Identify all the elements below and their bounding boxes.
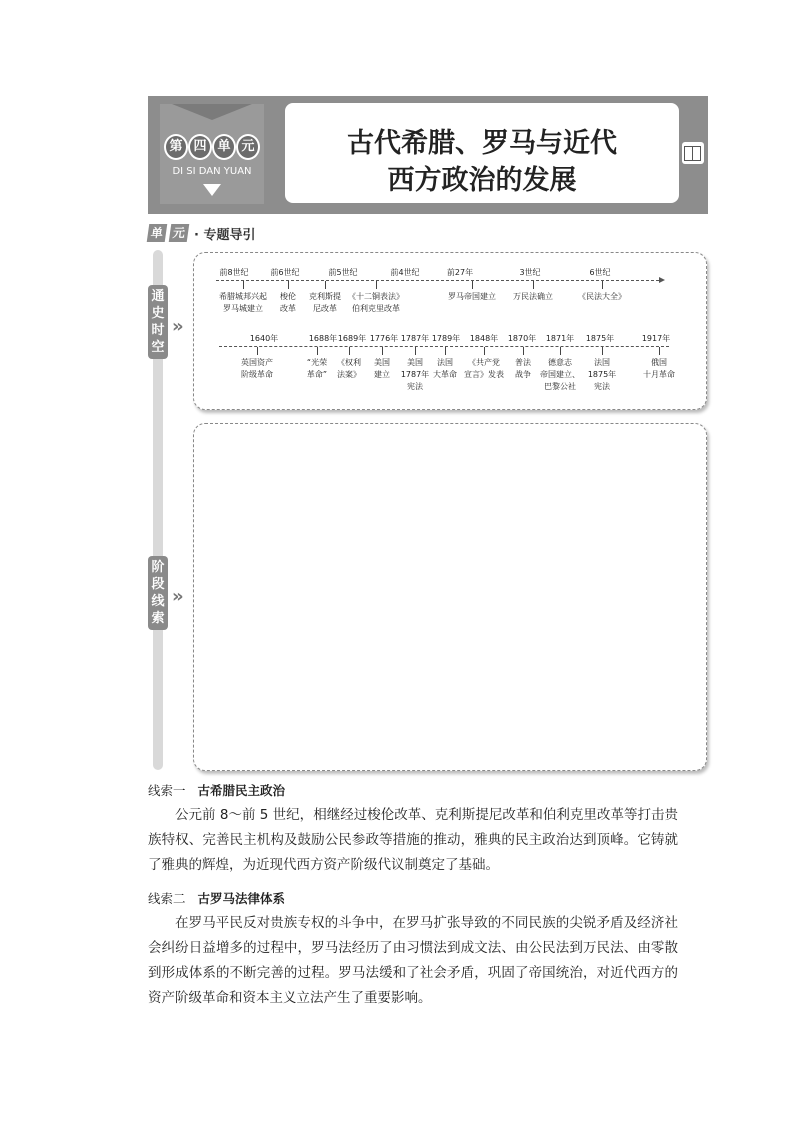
section-title: · 专题导引 xyxy=(194,227,256,243)
timeline-event: 《十二铜表法》 伯利克里改革 xyxy=(348,292,404,313)
timeline-event: 罗马帝国建立 xyxy=(448,292,496,301)
timeline-event: 法国 1875年 宪法 xyxy=(587,358,617,391)
unit-badge xyxy=(160,104,264,204)
timeline-date: 前4世纪 xyxy=(390,268,420,277)
timeline-event: 美国 建立 xyxy=(374,358,390,379)
timeline-date: 1870年 xyxy=(507,334,537,343)
unit-char: 元 xyxy=(236,134,260,160)
timeline-date: 1640年 xyxy=(249,334,279,343)
timeline-tick xyxy=(415,347,416,355)
book-icon xyxy=(682,142,704,164)
timeline-tick xyxy=(602,347,603,355)
unit-char: 四 xyxy=(188,134,212,160)
timeline-event: “光荣 革命” xyxy=(306,358,328,379)
timeline-event: 《民法大全》 xyxy=(578,292,626,301)
timeline-tick xyxy=(533,281,534,289)
timeline-date: 1787年 xyxy=(400,334,430,343)
timeline-date: 1917年 xyxy=(641,334,671,343)
chevron-right-icon: » xyxy=(172,316,184,337)
timeline-tick xyxy=(472,281,473,289)
timeline-tick xyxy=(257,347,258,355)
timeline-event: 希腊城邦兴起 罗马城建立 xyxy=(219,292,267,313)
section-tag: 单 xyxy=(147,224,168,242)
side-label-timeline: 通 史 时 空 xyxy=(148,285,168,359)
timeline-tick xyxy=(484,347,485,355)
clue-paragraph: 公元前 8～前 5 世纪，相继经过梭伦改革、克利斯提尼改革和伯利克里改革等打击贵族特权、完善民主机构及鼓励公民参政等措施的推动，雅典的民主政治达到顶峰。它铸就了雅典的辉煌，为近现代西方资产阶级代议制奠定了基础。 xyxy=(148,807,678,873)
timeline-event: 万民法确立 xyxy=(513,292,553,301)
clue-heading: 线索一 古希腊民主政治 xyxy=(148,783,286,798)
timeline-box xyxy=(193,252,707,410)
timeline-event: 俄国 十月革命 xyxy=(643,358,675,379)
timeline-date: 3世纪 xyxy=(519,268,541,277)
timeline-date: 前8世纪 xyxy=(219,268,249,277)
clue-paragraph: 在罗马平民反对贵族专权的斗争中，在罗马扩张导致的不同民族的尖锐矛盾及经济社会纠纷日益增多的过程中，罗马法经历了由习惯法到成文法、由公民法到万民法、由零散到形成体系的不断完善的过程。罗马法缓和了社会矛盾，巩固了帝国统治，对近代西方的资产阶级革命和资本主义立法产生了重要影响。 xyxy=(148,915,678,1006)
timeline-date: 前6世纪 xyxy=(270,268,300,277)
timeline-tick xyxy=(560,347,561,355)
section-tag: 元 xyxy=(169,224,190,242)
side-label-clues: 阶 段 线 索 xyxy=(148,556,168,630)
badge-down-triangle-icon xyxy=(203,184,221,196)
timeline-tick xyxy=(659,347,660,355)
unit-number xyxy=(164,134,260,160)
unit-title-box xyxy=(285,103,679,203)
timeline-date: 6世纪 xyxy=(589,268,611,277)
timeline-tick xyxy=(243,281,244,289)
timeline-event: 德意志 帝国建立、 巴黎公社 xyxy=(540,358,580,391)
timeline-date: 1776年 xyxy=(369,334,399,343)
unit-pinyin: DI SI DAN YUAN xyxy=(172,166,252,177)
section-header xyxy=(148,223,255,243)
badge-top-decoration xyxy=(172,104,252,120)
timeline-tick xyxy=(382,347,383,355)
timeline-event: 《共产党 宣言》发表 xyxy=(464,358,504,379)
arrow-right-icon xyxy=(659,277,665,283)
timeline-event: 克利斯提 尼改革 xyxy=(309,292,341,313)
timeline-tick xyxy=(602,281,603,289)
timeline-tick xyxy=(349,347,350,355)
clue-heading: 线索二 古罗马法律体系 xyxy=(148,891,286,906)
timeline-tick xyxy=(288,281,289,289)
unit-char: 单 xyxy=(212,134,236,160)
timeline-tick xyxy=(325,281,326,289)
timeline-event: 梭伦 改革 xyxy=(280,292,296,313)
timeline-event: 《权利 法案》 xyxy=(337,358,361,379)
timeline-date: 1875年 xyxy=(585,334,615,343)
unit-title-line1: 古代希腊、罗马与近代 xyxy=(347,128,617,159)
timeline-tick xyxy=(376,281,377,289)
timeline-date: 前27年 xyxy=(446,268,474,277)
timeline-tick xyxy=(445,347,446,355)
timeline-event: 美国 1787年 宪法 xyxy=(400,358,430,391)
clues-box xyxy=(193,423,707,771)
timeline-date: 1688年 xyxy=(308,334,338,343)
unit-title-line2: 西方政治的发展 xyxy=(387,165,577,196)
timeline-date: 1848年 xyxy=(469,334,499,343)
timeline-date: 1871年 xyxy=(545,334,575,343)
timeline-event: 法国 大革命 xyxy=(433,358,457,379)
unit-char: 第 xyxy=(164,134,188,160)
timeline-axis xyxy=(216,280,659,281)
chevron-right-icon: » xyxy=(172,586,184,607)
timeline-date: 前5世纪 xyxy=(328,268,358,277)
timeline-tick xyxy=(523,347,524,355)
timeline-tick xyxy=(317,347,318,355)
timeline-event: 英国资产 阶级革命 xyxy=(241,358,273,379)
timeline-date: 1689年 xyxy=(337,334,367,343)
timeline-event: 普法 战争 xyxy=(515,358,531,379)
timeline-date: 1789年 xyxy=(431,334,461,343)
